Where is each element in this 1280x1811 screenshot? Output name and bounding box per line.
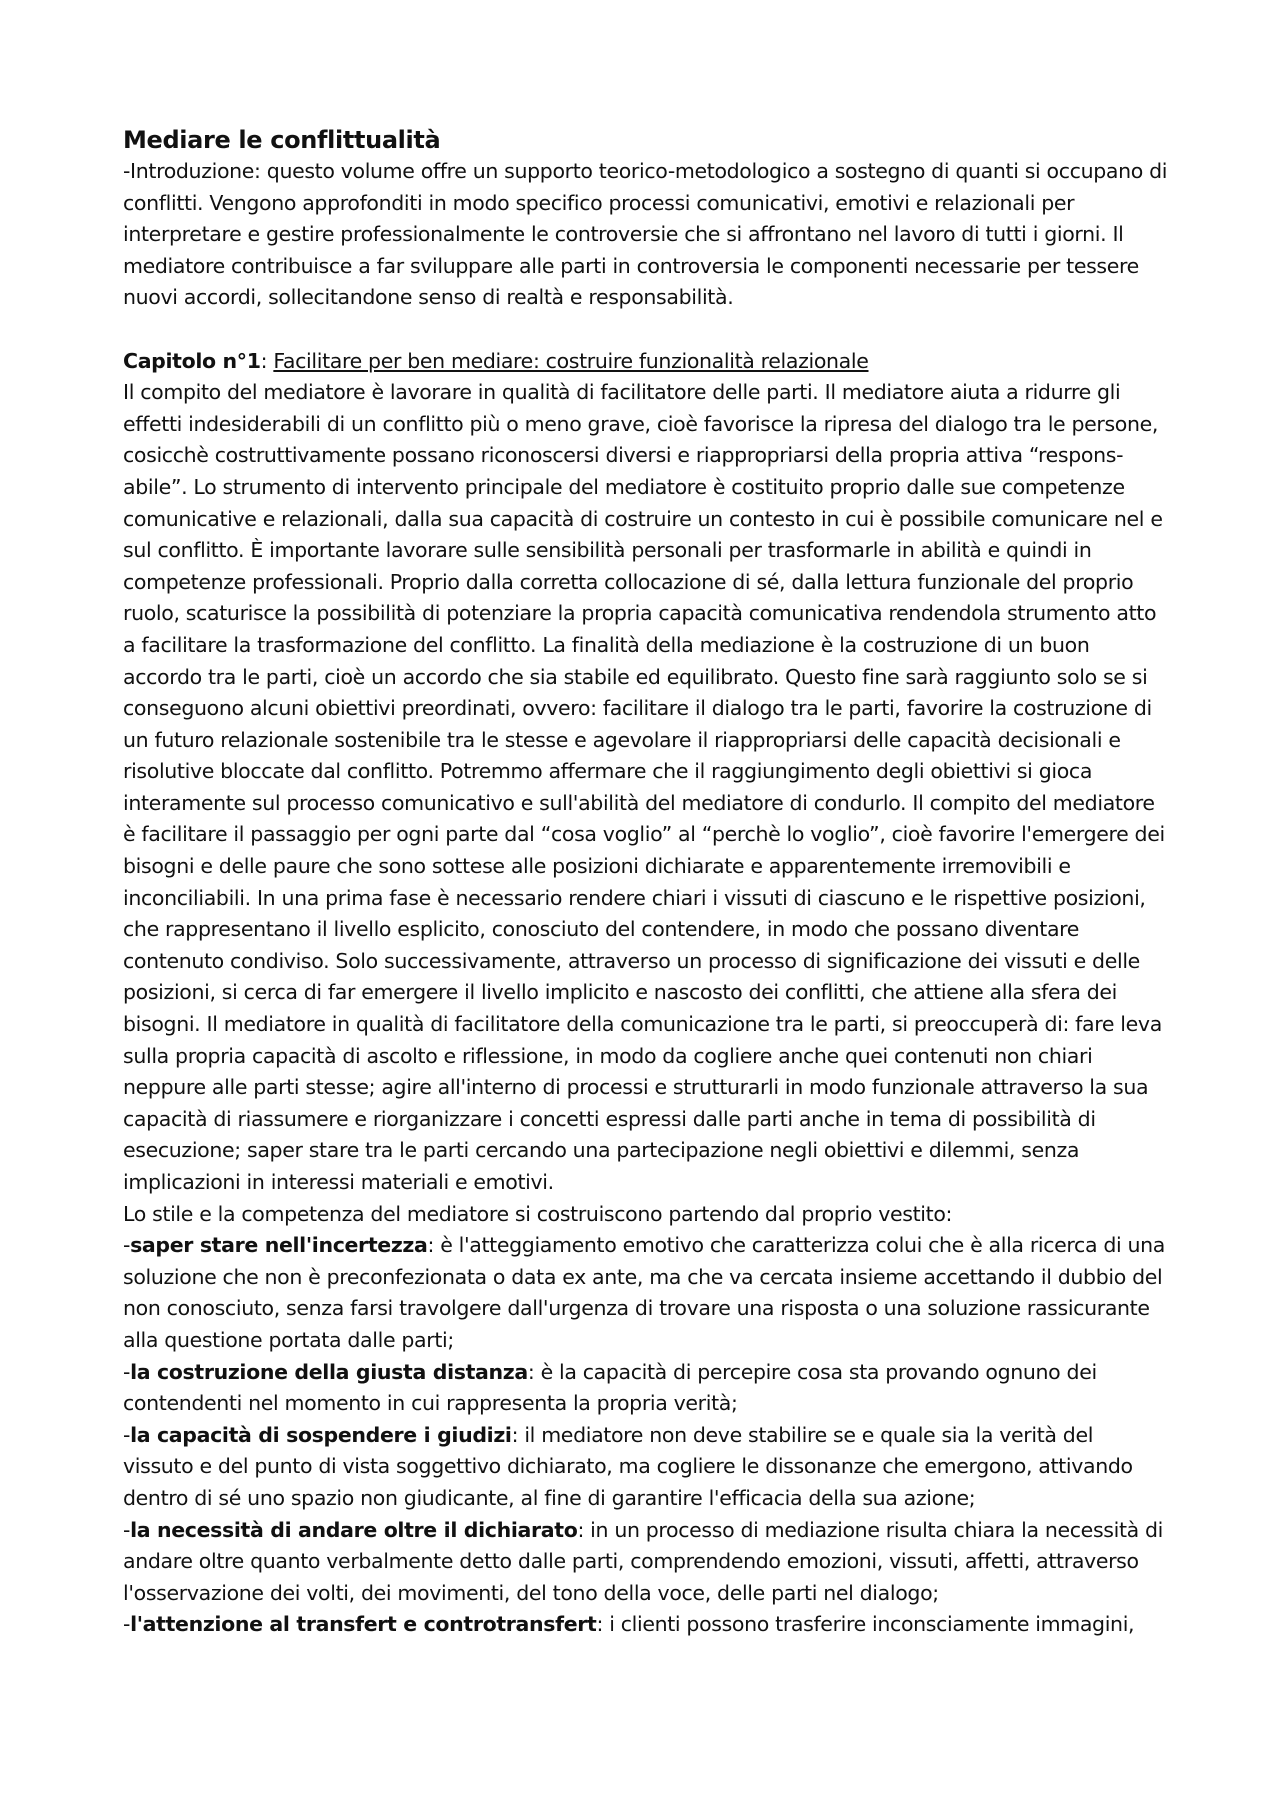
list-item-prefix: - (123, 1359, 131, 1384)
document-body (123, 124, 1168, 1641)
intro-paragraph: -Introduzione: questo volume offre un supporto teorico-metodologico a sostegno di quanti si occupano di conflitti. Vengono approfonditi in modo specifico processi comunicativi, emotivi e relazionali per interpretare e gestire professionalmente le controversie che si affrontano nel lavoro di tutti i giorni. Il mediatore contribuisce a far sviluppare alle parti in controversia le componenti necessarie per tessere nuovi accordi, sollecitandone senso di realtà e responsabilità. (123, 159, 1168, 310)
chapter-title: Facilitare per ben mediare: costruire funzionalità relazionale (273, 348, 869, 373)
list-item-text: : i clienti possono trasferire inconsciamente immagini, (596, 1612, 1135, 1637)
list-item (123, 1420, 1168, 1515)
list-item-text: : il mediatore non deve stabilire se e quale sia la verità del vissuto e del punto di vista soggettivo dichiarato, ma cogliere le dissonanze che emergono, attivando dentro di sé uno spazio non giudicante, al fine di garantire l'efficacia della sua azione; (123, 1422, 1133, 1510)
list-intro: Lo stile e la competenza del mediatore si costruiscono partendo dal proprio vestito: (123, 1201, 953, 1226)
chapter-separator: : (260, 348, 274, 373)
paragraph-spacer (123, 314, 1168, 346)
list-item (123, 1357, 1168, 1420)
chapter-label: Capitolo n°1 (123, 348, 261, 373)
list-item-prefix: - (123, 1612, 131, 1637)
list-item-text: : è l'atteggiamento emotivo che caratterizza colui che è alla ricerca di una soluzione che non è preconfezionata o data ex ante, ma che va cercata insieme accettando il dubbio del non conosciuto, senza farsi travolgere dall'urgenza di trovare una risposta o una soluzione rassicurante alla questione portata dalle parti; (123, 1233, 1166, 1352)
list-item (123, 1230, 1168, 1356)
list-item-prefix: - (123, 1233, 131, 1258)
chapter-heading (123, 346, 1168, 378)
list-item-prefix: - (123, 1517, 131, 1542)
list-item (123, 1609, 1168, 1641)
list-item-text: : è la capacità di percepire cosa sta provando ognuno dei contendenti nel momento in cui rappresenta la propria verità; (123, 1359, 1097, 1416)
list-item-term: la costruzione della giusta distanza (130, 1359, 528, 1384)
list-item (123, 1515, 1168, 1610)
list-item-term: saper stare nell'incertezza (130, 1233, 428, 1258)
list-item-term: la capacità di sospendere i giudizi (130, 1422, 512, 1447)
document-title: Mediare le conflittualità (123, 126, 441, 154)
list-item-term: la necessità di andare oltre il dichiarato (130, 1517, 578, 1542)
chapter-body-paragraph: Il compito del mediatore è lavorare in qualità di facilitatore delle parti. Il mediatore aiuta a ridurre gli effetti indesiderabili di un conflitto più o meno grave, cioè favorisce la ripresa del dialogo tra le persone, cosicchè costruttivamente possano riconoscersi diversi e riappropriarsi della propria attiva “respons-abile”. Lo strumento di intervento principale del mediatore è costituito proprio dalle sue competenze comunicative e relazionali, dalla sua capacità di costruire un contesto in cui è possibile comunicare nel e sul conflitto. È importante lavorare sulle sensibilità personali per trasformarle in abilità e quindi in competenze professionali. Proprio dalla corretta collocazione di sé, dalla lettura funzionale del proprio ruolo, scaturisce la possibilità di potenziare la propria capacità comunicativa rendendola strumento atto a facilitare la trasformazione del conflitto. La finalità della mediazione è la costruzione di un buon accordo tra le parti, cioè un accordo che sia stabile ed equilibrato. Questo fine sarà raggiunto solo se si conseguono alcuni obiettivi preordinati, ovvero: facilitare il dialogo tra le parti, favorire la costruzione di un futuro relazionale sostenibile tra le stesse e agevolare il riappropriarsi delle capacità decisionali e risolutive bloccate dal conflitto. Potremmo affermare che il raggiungimento degli obiettivi si gioca interamente sul processo comunicativo e sull'abilità del mediatore di condurlo. Il compito del mediatore è facilitare il passaggio per ogni parte dal “cosa voglio” al “perchè lo voglio”, cioè favorire l'emergere dei bisogni e delle paure che sono sottese alle posizioni dichiarate e apparentemente irremovibili e inconciliabili. In una prima fase è necessario rendere chiari i vissuti di ciascuno e le rispettive posizioni, che rappresentano il livello esplicito, conosciuto del contendere, in modo che possano diventare contenuto condiviso. Solo successivamente, attraverso un processo di significazione dei vissuti e delle posizioni, si cerca di far emergere il livello implicito e nascosto dei conflitti, che attiene alla sfera dei bisogni. Il mediatore in qualità di facilitatore della comunicazione tra le parti, si preoccuperà di: fare leva sulla propria capacità di ascolto e riflessione, in modo da cogliere anche quei contenuti non chiari neppure alle parti stesse; agire all'interno di processi e strutturarli in modo funzionale attraverso la sua capacità di riassumere e riorganizzare i concetti espressi dalle parti anche in tema di possibilità di esecuzione; saper stare tra le parti cercando una partecipazione negli obiettivi e dilemmi, senza implicazioni in interessi materiali e emotivi. (123, 380, 1165, 1194)
list-item-prefix: - (123, 1422, 131, 1447)
list-item-text: : in un processo di mediazione risulta chiara la necessità di andare oltre quanto verbalmente detto dalle parti, comprendendo emozioni, vissuti, affetti, attraverso l'osservazione dei volti, dei movimenti, del tono della voce, delle parti nel dialogo; (123, 1517, 1164, 1605)
list-item-term: l'attenzione al transfert e controtransfert (130, 1612, 597, 1637)
